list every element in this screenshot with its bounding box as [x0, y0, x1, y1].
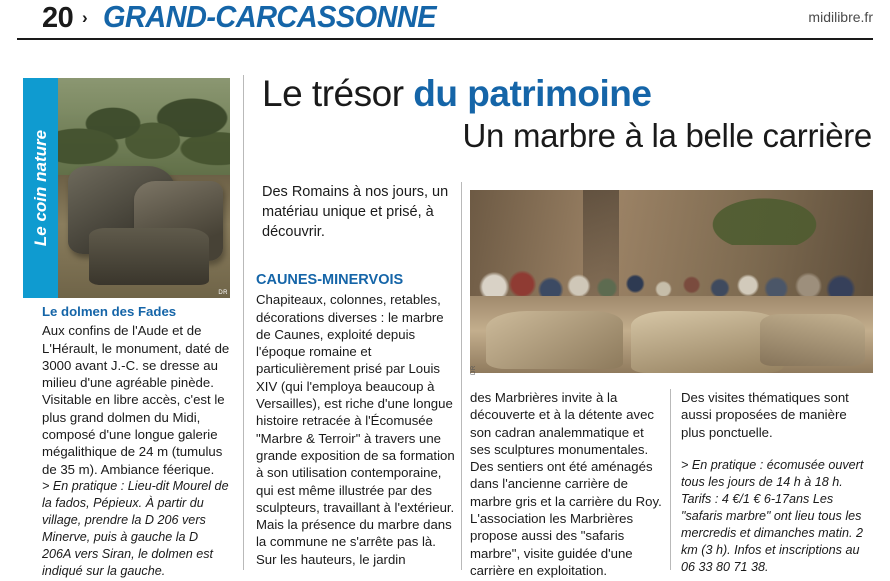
- page-number: 20: [42, 2, 74, 34]
- headline: [262, 72, 872, 156]
- chevron-right-icon: ›: [82, 8, 88, 27]
- photo-dolmen: [58, 78, 230, 298]
- photo-quarry-visit: [470, 190, 873, 373]
- photo-boulder-1: [486, 311, 623, 370]
- column-divider-2: [461, 182, 462, 570]
- main-article-practical-info: > En pratique : écomusée ouvert tous les jours de 14 h à 18 h. Tarifs : 4 €/1 € 6-17ans Les "safaris marbre" ont lieu tous les mercredis et dimanches matin. 2 km (3 h). Infos et inscriptions au 06 33 80 71 38.: [681, 457, 864, 574]
- main-article-column-1: [256, 272, 456, 568]
- main-article-column-2: [470, 389, 663, 579]
- headline-line-1: [262, 72, 872, 116]
- rubric-tab: [23, 78, 59, 298]
- side-article-subhead: Le dolmen des Fades: [42, 304, 177, 319]
- article-kicker: CAUNES-MINERVOIS: [256, 272, 404, 288]
- photo-bush: [704, 194, 825, 245]
- site-brand[interactable]: midilibre.fr: [808, 9, 873, 25]
- column-divider-3: [670, 389, 671, 570]
- photo-credit-right: DR: [471, 365, 477, 375]
- standfirst: Des Romains à nos jours, un matériau unique et prisé, à découvrir.: [262, 184, 449, 240]
- headline-line-2: Un marbre à la belle carrière: [462, 117, 872, 154]
- rubric-tab-label: Le coin nature: [31, 129, 50, 247]
- main-article-text-3: Des visites thématiques sont aussi proposées de manière plus ponctuelle.: [681, 390, 849, 440]
- photo-boulder-3: [760, 314, 865, 365]
- main-article-text-2: des Marbrières invite à la découverte et à la détente avec son cadran analemmatique et ses sculptures monumentales. Des sentiers ont été aménagés dans l'ancienne carrière de marbre gris et la carrière du Roy. L'association les Marbrières propose aussi des "safaris marbre", visite guidée d'une carrière en exploitation.: [470, 390, 662, 578]
- column-divider-1: [243, 75, 244, 570]
- masthead-rule: [17, 38, 873, 40]
- side-article-practical-info: > En pratique : Lieu-dit Mourel de la fados, Pépieux. À partir du village, prendre la D 206 vers Minerve, puis à gauche la D 206A vers Siran, le dolmen est indiqué sur la gauche.: [42, 478, 229, 578]
- main-article-column-3: [681, 389, 873, 576]
- main-article-text-1: Chapiteaux, colonnes, retables, décorations diverses : le marbre de Caunes, exploité depuis l'époque romaine et particulièrement prisé par Louis XIV (qui l'employa beaucoup à Versailles), est riche d'une longue histoire retracée à l'Écomusée "Marbre & Terroir" à travers une grande exposition de sa formation à son utilisation contemporaine, qui est même illustrée par des sculpteurs, travaillant à l'extérieur. Mais la présence du marbre dans la commune ne s'arrête pas là. Sur les hauteurs, le jardin: [256, 292, 455, 567]
- headline-line-1-bold: du patrimoine: [413, 73, 652, 114]
- masthead: [0, 0, 890, 42]
- dolmen-stone-c: [89, 228, 209, 285]
- section-title: GRAND-CARCASSONNE: [103, 1, 436, 35]
- photo-credit-left: DR: [218, 290, 228, 296]
- side-article: [42, 303, 230, 580]
- headline-line-1-light: Le trésor: [262, 73, 414, 114]
- side-article-body: Aux confins de l'Aude et de L'Hérault, le monument, daté de 3000 avant J.-C. se dresse au milieu d'une agréable pinède. Visitable en libre accès, c'est le plus grand dolmen du Midi, composé d'une longue galerie mégalithique de 24 m (tumulus de 35 m). Ambiance féerique.: [42, 323, 230, 477]
